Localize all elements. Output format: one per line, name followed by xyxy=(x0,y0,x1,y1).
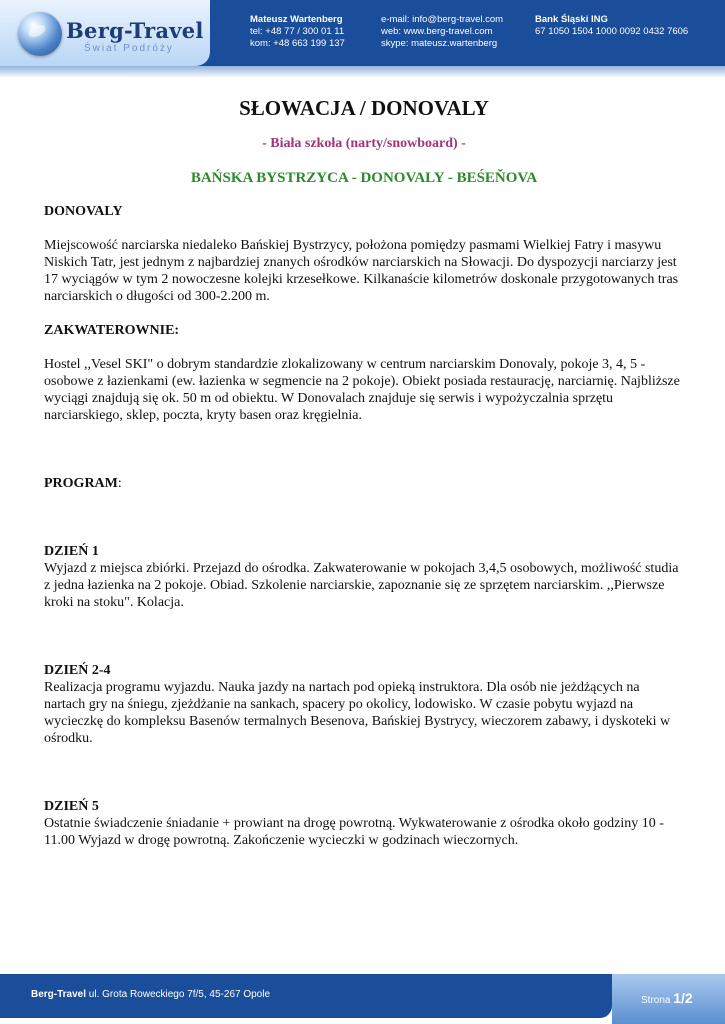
route-heading: BAŃSKA BYSTRZYCA - DONOVALY - BEŚEŇOVA xyxy=(190,170,538,186)
section-text-donovaly: Miejscowość narciarska niedaleko Bańskiej Bystrzycy, położona pomiędzy pasmami Wielkiej Fatry i masywu Niskich Tatr, jest jednym z najbardziej znanych ośrodków narciarskich na Słowacji. Do dyspozycji narciarzy jest 17 wyciągów w tym 2 nowoczesne kolejki krzesełkowe. Kilkanaście kilometrów doskonale przygotowanych tras narciarskich o długości od 300-2.200 m. xyxy=(44,238,679,304)
contact-phone: tel: +48 77 / 300 01 11 xyxy=(250,26,345,37)
document-body xyxy=(44,96,684,849)
contact-name: Mateusz Wartenberg xyxy=(250,14,343,25)
bank-block xyxy=(535,14,688,38)
logo-name: Berg-Travel xyxy=(66,18,204,43)
footer-address-text: ul. Grota Roweckiego 7f/5, 45-267 Opole xyxy=(86,989,271,1000)
section-heading-program xyxy=(44,475,684,492)
page-number xyxy=(641,990,693,1006)
online-contact-block xyxy=(381,14,503,50)
logo-tagline: Świat Podróży xyxy=(84,43,174,54)
header-fade xyxy=(0,66,725,78)
section-heading-day5: DZIEŃ 5 xyxy=(44,799,99,814)
page-subtitle: - Biała szkoła (narty/snowboard) - xyxy=(262,136,466,151)
section-heading-donovaly: DONOVALY xyxy=(44,204,123,219)
section-heading-day1: DZIEŃ 1 xyxy=(44,544,99,559)
section-text-day2-4: Realizacja programu wyjazdu. Nauka jazdy na nartach pod opieką instruktora. Dla osób nie jeżdżących na nartach gry na śniegu, zjeżdżanie na sankach, spacery po okolicy, lodowisko. W czasie pobytu wyjazd na wycieczkę do kompleksu Basenów termalnych Besenova, Bańskiej Bystrycy, wieczorem zabawy, i dyskoteki w ośrodku. xyxy=(44,680,671,746)
page-footer xyxy=(0,974,725,1024)
page-title: SŁOWACJA / DONOVALY xyxy=(239,96,489,120)
section-text-day1: Wyjazd z miejsca zbiórki. Przejazd do ośrodka. Zakwaterowanie w pokojach 3,4,5 osobowych, możliwość studia z jedna łazienka na 2 pokoje. Obiad. Szkolenie narciarskie, zapoznanie się ze sprzętem narciarskim. ,,Pierwsze kroki na stoku". Kolacja. xyxy=(44,561,679,610)
page-label: Strona xyxy=(641,995,674,1006)
page-number-value: 1/2 xyxy=(673,990,693,1006)
logo xyxy=(0,0,210,66)
section-text-day5: Ostatnie świadczenie śniadanie + prowiant na drogę powrotną. Wykwaterowanie z ośrodka około godziny 10 - 11.00 Wyjazd w drogę powrotną. Zakończenie wycieczki w godzinach wieczornych. xyxy=(44,816,664,848)
bank-account: 67 1050 1504 1000 0092 0432 7606 xyxy=(535,26,689,37)
program-label: PROGRAM xyxy=(44,476,118,491)
contact-skype: skype: mateusz.wartenberg xyxy=(381,38,498,49)
contact-web: web: www.berg-travel.com xyxy=(381,26,493,37)
letterhead xyxy=(0,0,725,78)
section-heading-day2-4: DZIEŃ 2-4 xyxy=(44,663,111,678)
program-colon: : xyxy=(117,476,122,491)
contact-mobile: kom: +48 663 199 137 xyxy=(250,38,345,49)
footer-address xyxy=(31,989,270,1000)
bank-name: Bank Śląski ING xyxy=(535,14,608,25)
footer-company: Berg-Travel xyxy=(31,989,87,1000)
contact-person-block xyxy=(250,14,345,50)
contact-email: e-mail: info@berg-travel.com xyxy=(381,14,504,25)
globe-icon xyxy=(18,12,62,56)
section-heading-accommodation: ZAKWATEROWNIE: xyxy=(44,323,180,338)
section-text-accommodation: Hostel ,,Vesel SKI" o dobrym standardzie zlokalizowany w centrum narciarskim Donovaly, pokoje 3, 4, 5 - osobowe z łazienkami (ew. łazienka w segmencie na 2 pokoje). Obiekt posiada restaurację, narciarnię. Najbliższe wyciągi znajdują się ok. 50 m od obiektu. W Donovalach znajduje się serwis i wypożyczalnia sprzętu narciarskiego, sklep, poczta, kryty basen oraz kręgielnia. xyxy=(44,357,680,423)
